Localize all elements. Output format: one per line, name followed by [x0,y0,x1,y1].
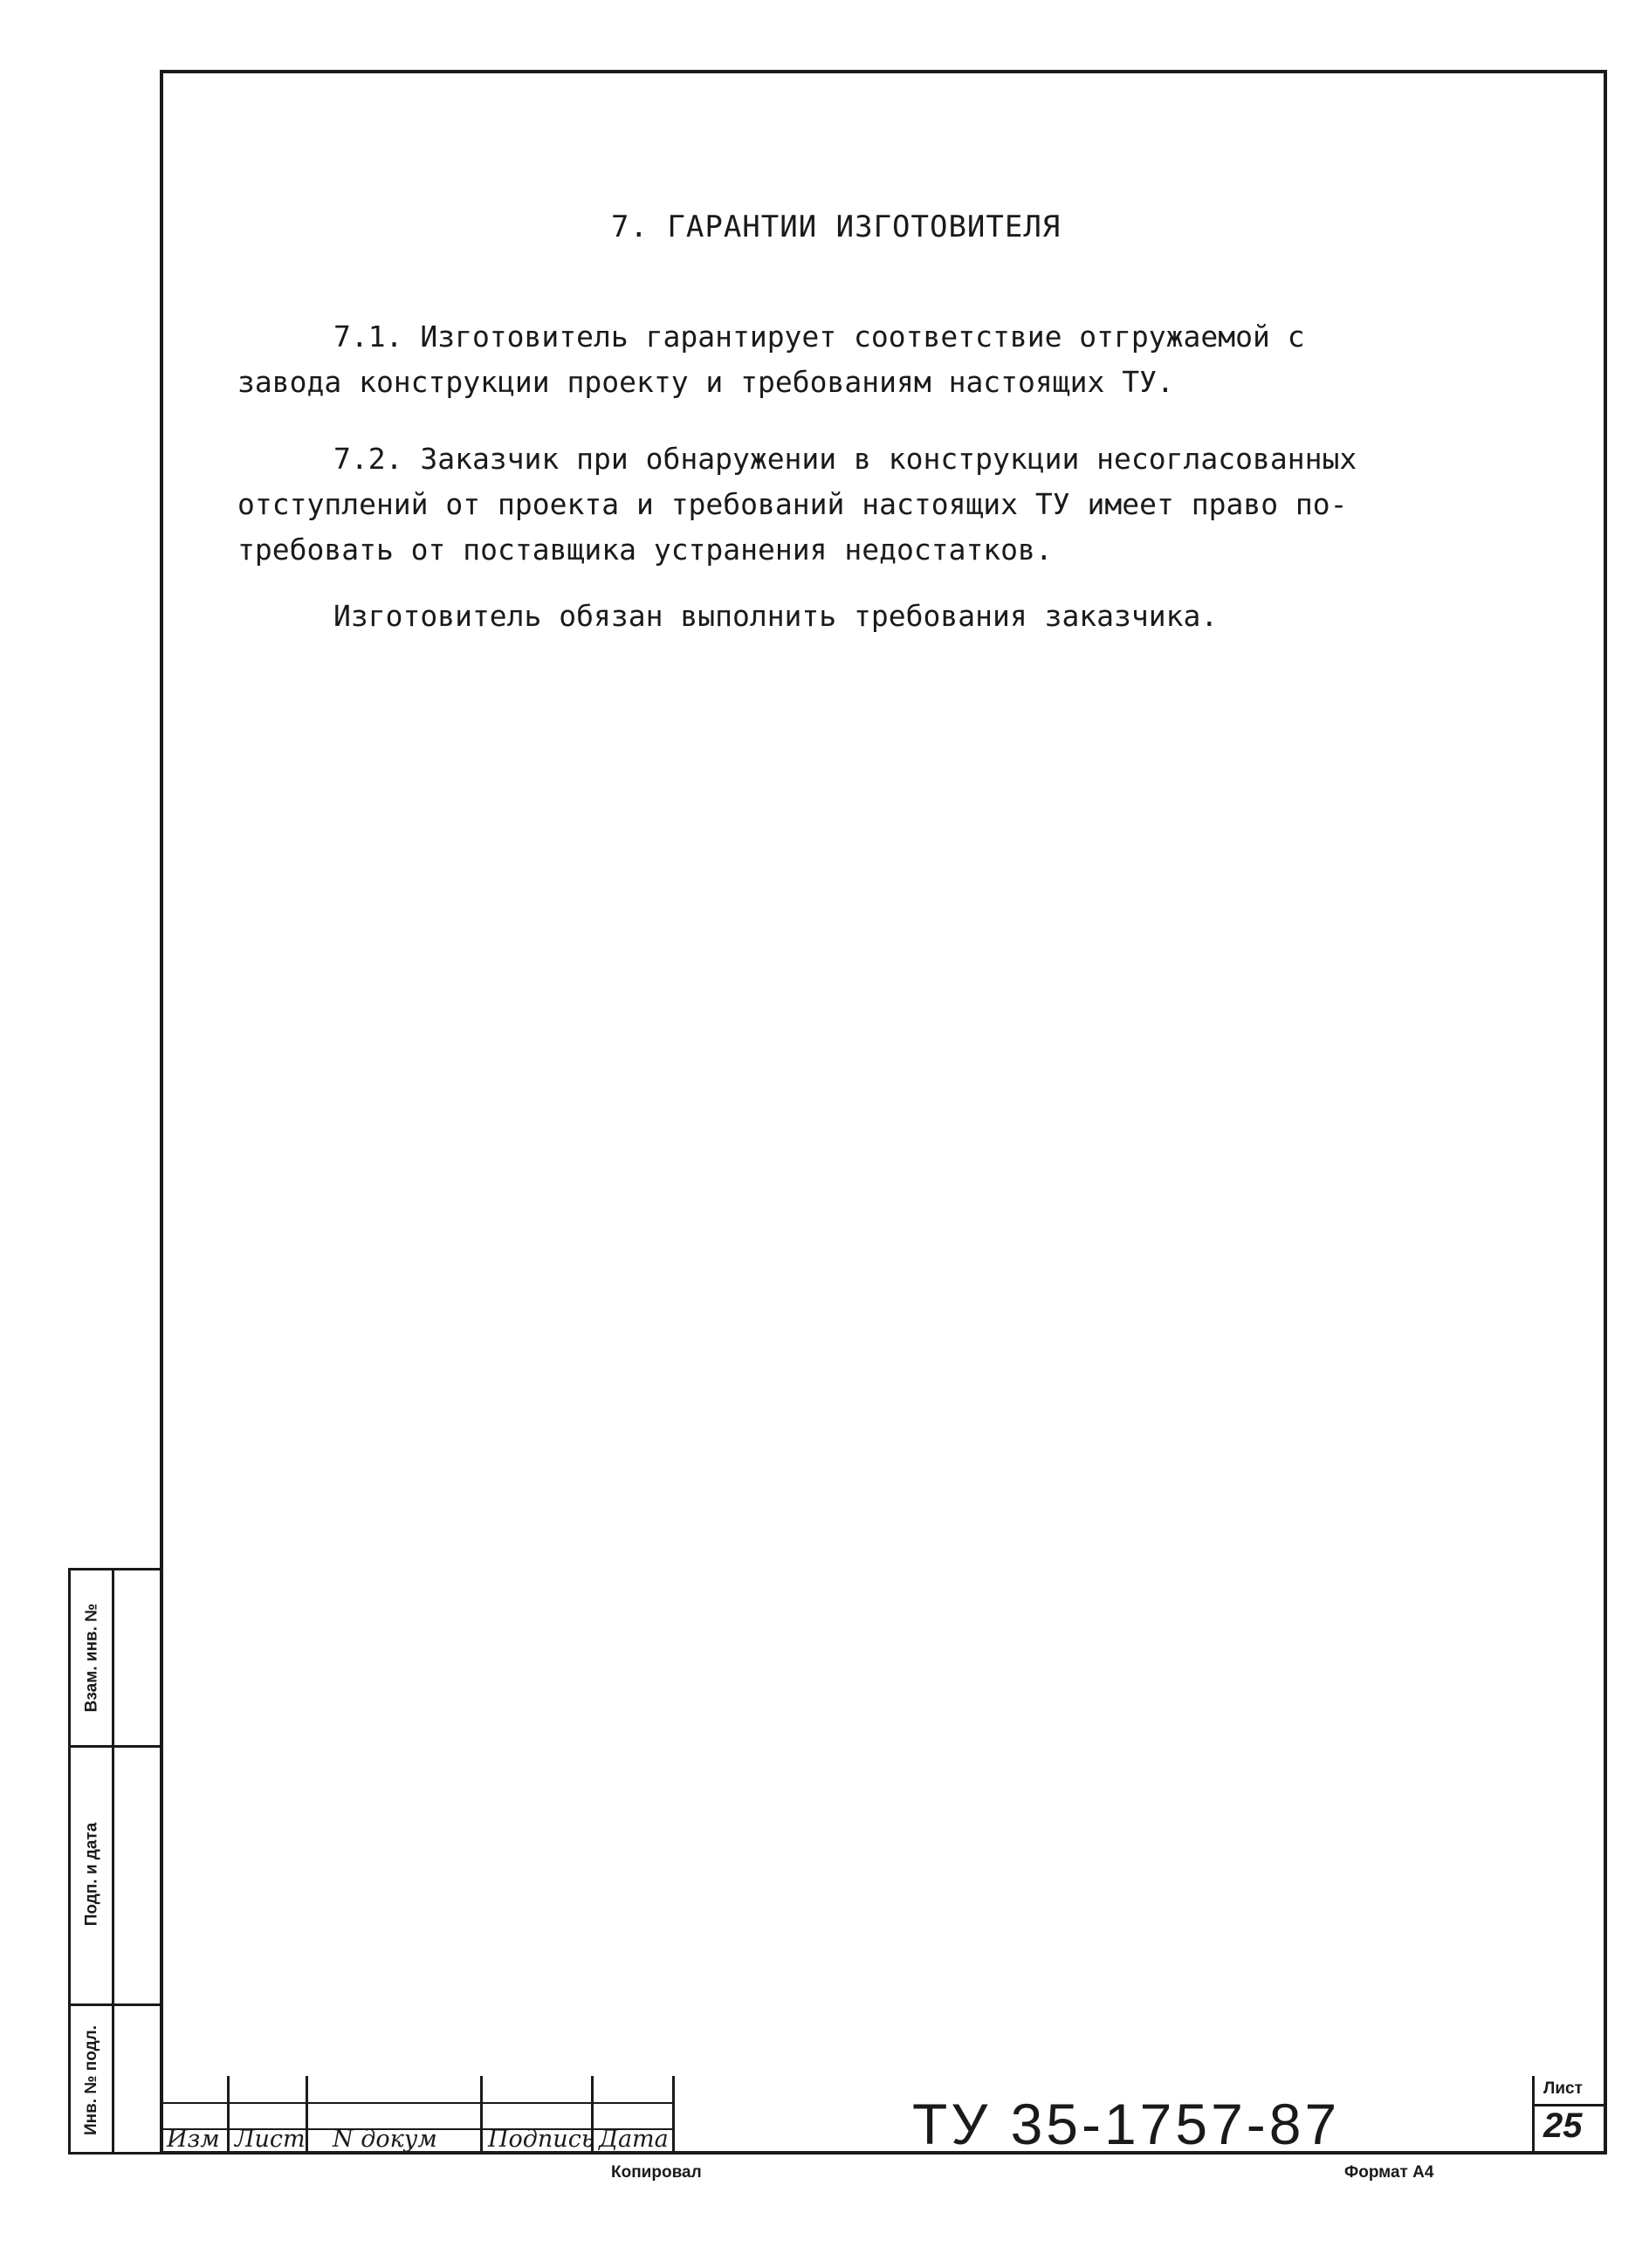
paragraph-line: отступлений от проекта и требований настоящих ТУ имеет право по- [237,487,1348,521]
footer-copied: Копировал [611,2163,702,2182]
paragraph-line: 7.1. Изготовитель гарантирует соответствие отгружаемой с [333,320,1305,354]
side-stamp-replace-inv: Взам. инв. № [82,1603,101,1713]
sheet-label: Лист [1543,2079,1583,2098]
section-title: 7. ГАРАНТИИ ИЗГОТОВИТЕЛЯ [611,210,1062,244]
paragraph-line: Изготовитель обязан выполнить требования заказчика. [333,599,1219,633]
paragraph-obligation [237,594,1547,639]
paragraph-line: завода конструкции проекту и требованиям настоящих ТУ. [237,365,1174,399]
title-block-cell-date: Дата [594,2076,675,2155]
side-stamp-sign-date: Подп. и дата [82,1822,101,1927]
title-block-cell-change: Изм [160,2076,230,2155]
title-block-cell-signature: Подпись [483,2076,594,2155]
side-stamp [68,1568,160,2155]
footer-format: Формат А4 [1344,2163,1434,2182]
paragraph-7-2 [237,436,1547,573]
paragraph-7-1 [237,314,1547,405]
sheet-number: 25 [1543,2106,1583,2145]
title-block-cell-sheet: Лист [230,2076,308,2155]
title-block-cell-docnum: N докум [308,2076,483,2155]
title-block-row-line [160,2128,675,2130]
document-code: ТУ 35-1757-87 [912,2092,1341,2156]
paragraph-line: 7.2. Заказчик при обнаружении в конструкции несогласованных [333,442,1357,476]
title-block-row-line [160,2102,675,2104]
paragraph-line: требовать от поставщика устранения недостатков. [237,533,1053,567]
title-block [160,2076,1607,2155]
side-stamp-original-inv: Инв. № подл. [82,2024,101,2136]
